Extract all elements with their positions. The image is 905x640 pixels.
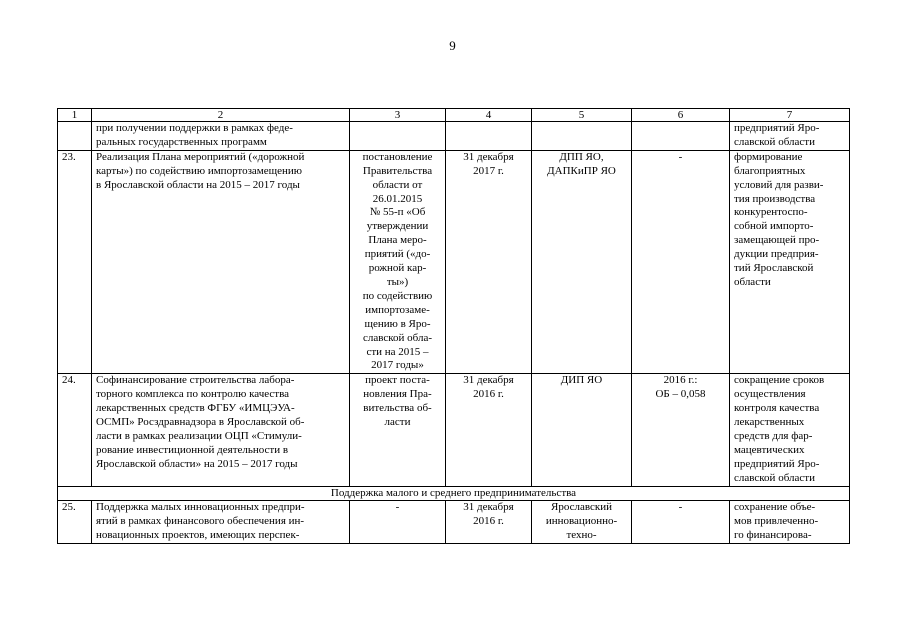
cell-text-line bbox=[636, 122, 725, 136]
cell-text-line: 2016 г. bbox=[473, 515, 504, 528]
cell-text-line: при получении поддержки в рамках феде- bbox=[96, 122, 293, 134]
cell-text-line: Плана меро- bbox=[368, 234, 427, 247]
cell-text-line: 23. bbox=[62, 150, 76, 163]
cell-text-line: дукции предприя- bbox=[734, 248, 819, 261]
cell-text-line: славской обла- bbox=[362, 331, 433, 344]
cell-text-line: приятий («до- bbox=[364, 248, 431, 261]
column-number: 5 bbox=[532, 109, 632, 122]
result-cell bbox=[730, 374, 850, 486]
cell-text-line: сокращение сроков bbox=[734, 374, 825, 387]
cell-text-line: ОСМП» Росздравнадзора в Ярославской об- bbox=[96, 416, 305, 429]
cell-text-line: го финансирова- bbox=[734, 529, 812, 542]
result-cell bbox=[730, 122, 850, 151]
funding-cell bbox=[632, 501, 730, 544]
cell-text-line: 2017 г. bbox=[473, 164, 504, 177]
deadline-cell bbox=[446, 374, 532, 486]
deadline-cell bbox=[446, 122, 532, 151]
cell-text-line: 31 декабря bbox=[463, 150, 514, 163]
row-number-cell bbox=[58, 150, 92, 374]
row-number-cell bbox=[58, 374, 92, 486]
cell-text-line: ДИП ЯО bbox=[560, 374, 603, 387]
legal-act-cell bbox=[350, 122, 446, 151]
row-number-cell bbox=[58, 122, 92, 151]
cell-text-line: 2016 г.: bbox=[663, 374, 698, 387]
column-number: 2 bbox=[92, 109, 350, 122]
cell-text-line: замещающей про- bbox=[734, 234, 820, 247]
responsible-cell bbox=[532, 122, 632, 151]
funding-cell bbox=[632, 150, 730, 374]
cell-text-line: контроля качества bbox=[734, 402, 820, 415]
cell-text-line: ДПП ЯО, bbox=[559, 150, 604, 163]
table-row bbox=[58, 374, 850, 486]
cell-text-line: рожной кар- bbox=[368, 262, 427, 275]
cell-text-line: по содействию bbox=[362, 289, 433, 302]
cell-text-line: ласти bbox=[384, 416, 411, 429]
cell-text-line: условий для разви- bbox=[734, 178, 824, 191]
measure-name-cell bbox=[92, 374, 350, 486]
cell-text-line: 24. bbox=[62, 374, 76, 387]
cell-text-line: собной импорто- bbox=[734, 220, 814, 233]
result-cell bbox=[730, 150, 850, 374]
cell-text-line: импортозаме- bbox=[365, 303, 430, 316]
cell-text-line: средств для фар- bbox=[734, 429, 813, 442]
column-number: 4 bbox=[446, 109, 532, 122]
cell-text-line: области bbox=[734, 275, 771, 288]
cell-text-line: 2016 г. bbox=[473, 388, 504, 401]
cell-text-line: конкурентоспо- bbox=[734, 206, 808, 219]
cell-text-line bbox=[62, 122, 87, 136]
legal-act-cell bbox=[350, 374, 446, 486]
cell-text-line: благоприятных bbox=[734, 164, 806, 177]
cell-text-line: предприятий Яро- bbox=[734, 457, 820, 470]
cell-text-line: - bbox=[395, 501, 400, 514]
table-row bbox=[58, 501, 850, 544]
cell-text-line: утверждении bbox=[366, 220, 429, 233]
cell-text-line: техно- bbox=[566, 529, 597, 542]
cell-text-line: инновационно- bbox=[545, 515, 618, 528]
cell-text-line: области от bbox=[372, 178, 423, 191]
cell-text-line: тия производства bbox=[734, 192, 816, 205]
table-row bbox=[58, 122, 850, 151]
table-row bbox=[58, 150, 850, 374]
legal-act-cell bbox=[350, 150, 446, 374]
cell-text-line: вительства об- bbox=[363, 402, 432, 415]
cell-text-line: ральных государственных программ bbox=[96, 135, 267, 148]
cell-text-line: славской области bbox=[734, 135, 815, 148]
column-number: 6 bbox=[632, 109, 730, 122]
section-title: Поддержка малого и среднего предпринимательства bbox=[58, 486, 850, 501]
cell-text-line: ласти в рамках реализации ОЦП «Стимули- bbox=[96, 429, 302, 442]
cell-text-line: лекарственных средств ФГБУ «ИМЦЭУА- bbox=[96, 402, 295, 415]
cell-text-line: сохранение объе- bbox=[734, 501, 816, 514]
cell-text-line: Поддержка малых инновационных предпри- bbox=[96, 501, 305, 514]
cell-text-line: 26.01.2015 bbox=[372, 192, 423, 205]
cell-text-line: - bbox=[678, 501, 683, 514]
cell-text-line: мов привлеченно- bbox=[734, 515, 819, 528]
responsible-cell bbox=[532, 374, 632, 486]
funding-cell bbox=[632, 122, 730, 151]
measure-name-cell bbox=[92, 501, 350, 544]
cell-text-line: 2017 годы» bbox=[371, 359, 424, 372]
responsible-cell bbox=[532, 501, 632, 544]
cell-text-line: ДАПКиПР ЯО bbox=[547, 164, 616, 177]
cell-text-line bbox=[536, 122, 627, 136]
cell-text-line: сти на 2015 – bbox=[366, 345, 429, 358]
cell-text-line: рование инвестиционной деятельности в bbox=[96, 443, 289, 456]
cell-text-line: Ярославский bbox=[551, 501, 612, 514]
row-number-cell bbox=[58, 501, 92, 544]
cell-text-line: 31 декабря bbox=[463, 501, 514, 514]
measure-name-cell bbox=[92, 122, 350, 151]
cell-text-line: Реализация Плана мероприятий («дорожной bbox=[96, 150, 305, 163]
cell-text-line: ты») bbox=[386, 275, 409, 288]
cell-text-line: Правительства bbox=[362, 164, 433, 177]
column-number: 7 bbox=[730, 109, 850, 122]
cell-text-line: торного комплекса по контролю качества bbox=[96, 388, 290, 401]
cell-text-line bbox=[354, 122, 441, 136]
column-number: 1 bbox=[58, 109, 92, 122]
cell-text-line: осуществления bbox=[734, 388, 806, 401]
cell-text-line: предприятий Яро- bbox=[734, 122, 820, 134]
result-cell bbox=[730, 501, 850, 544]
cell-text-line: новационных проектов, имеющих перспек- bbox=[96, 529, 300, 542]
cell-text-line: - bbox=[678, 150, 683, 163]
cell-text-line: лекарственных bbox=[734, 416, 805, 429]
cell-text-line: тий Ярославской bbox=[734, 262, 814, 275]
cell-text-line: мацевтических bbox=[734, 443, 805, 456]
responsible-cell bbox=[532, 150, 632, 374]
legal-act-cell bbox=[350, 501, 446, 544]
cell-text-line: 25. bbox=[62, 501, 76, 514]
cell-text-line: проект поста- bbox=[365, 374, 430, 387]
deadline-cell bbox=[446, 150, 532, 374]
funding-cell bbox=[632, 374, 730, 486]
deadline-cell bbox=[446, 501, 532, 544]
cell-text-line: славской области bbox=[734, 471, 815, 484]
cell-text-line: ятий в рамках финансового обеспечения ин- bbox=[96, 515, 305, 528]
column-number-row bbox=[58, 109, 850, 122]
cell-text-line: формирование bbox=[734, 150, 803, 163]
cell-text-line: ОБ – 0,058 bbox=[655, 388, 706, 401]
cell-text-line: карты») по содействию импортозамещению bbox=[96, 164, 302, 177]
cell-text-line: Софинансирование строительства лабора- bbox=[96, 374, 295, 387]
cell-text-line bbox=[450, 122, 527, 136]
measure-name-cell bbox=[92, 150, 350, 374]
page-number: 9 bbox=[449, 38, 456, 53]
section-header-row bbox=[58, 486, 850, 501]
cell-text-line: Ярославской области» на 2015 – 2017 годы bbox=[96, 457, 298, 470]
cell-text-line: в Ярославской области на 2015 – 2017 годы bbox=[96, 178, 300, 191]
cell-text-line: щению в Яро- bbox=[364, 317, 431, 330]
cell-text-line: 31 декабря bbox=[463, 374, 514, 387]
column-number: 3 bbox=[350, 109, 446, 122]
cell-text-line: новления Пра- bbox=[363, 388, 432, 401]
measures-table bbox=[57, 108, 850, 544]
cell-text-line: постановление bbox=[362, 150, 433, 163]
cell-text-line: № 55-п «Об bbox=[369, 206, 426, 219]
